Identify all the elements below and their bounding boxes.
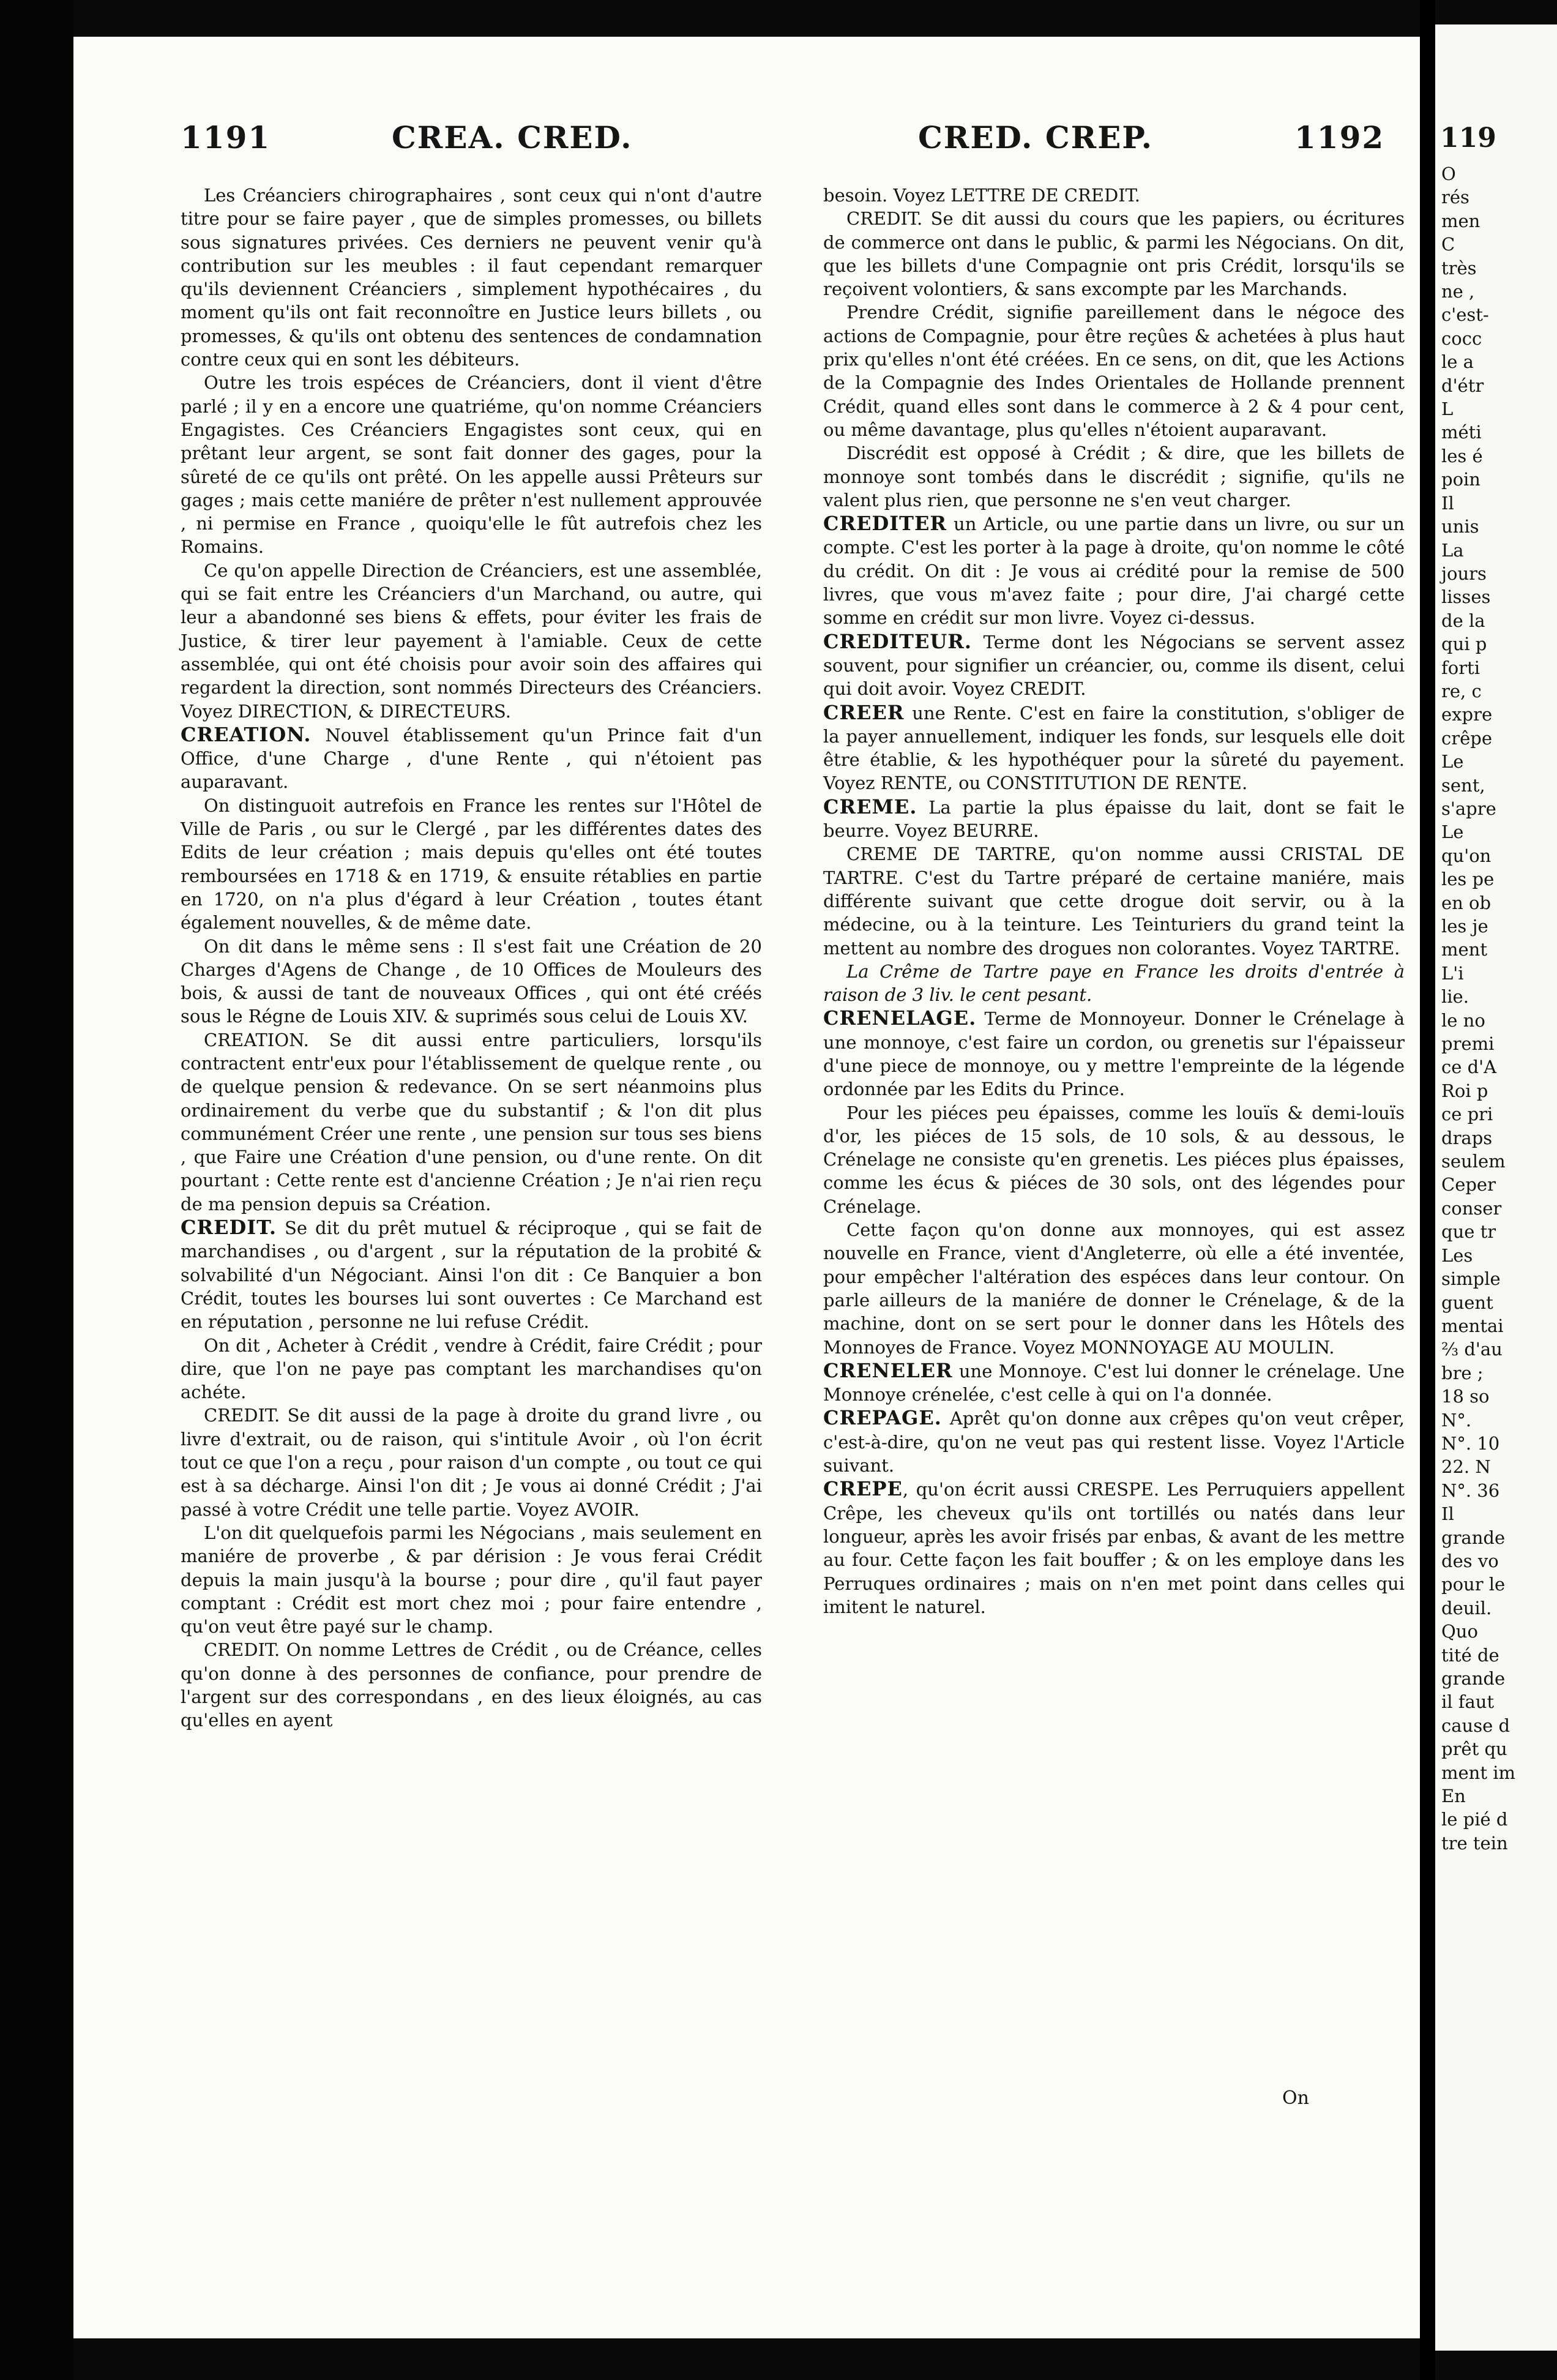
- paragraph: [181, 1334, 762, 1404]
- adjacent-page-line: il faut: [1441, 1691, 1495, 1713]
- adjacent-page-line: le pié d: [1441, 1809, 1508, 1830]
- paragraph: [823, 184, 1405, 207]
- adjacent-page-line: poin: [1441, 469, 1480, 490]
- adjacent-page-line: La: [1441, 539, 1464, 561]
- adjacent-page-line: En: [1441, 1786, 1466, 1807]
- paragraph: [823, 207, 1405, 301]
- paragraph: [823, 1006, 1405, 1101]
- paragraph: [823, 512, 1405, 629]
- entry-headword: CREPE: [823, 1477, 903, 1501]
- paragraph-text: une Rente. C'est en faire la constitution, s'obliger de la payer annuellement, indiquer les fonds, sur lesquels elle doit être établie, & les hypothéquer pour la sûreté du payement. Voyez RENTE, ou CONSTITUTION DE RENTE.: [823, 702, 1405, 794]
- adjacent-page-line: très: [1441, 257, 1477, 279]
- adjacent-page-line: jours: [1441, 563, 1487, 584]
- adjacent-page-line: N°. 36: [1441, 1480, 1500, 1501]
- paragraph: [823, 842, 1405, 959]
- entry-headword: CREATION.: [181, 722, 312, 746]
- scan-margin-left: [0, 0, 73, 2380]
- paragraph: [181, 559, 762, 723]
- paragraph: [181, 1521, 762, 1638]
- paragraph-text: Prendre Crédit, signifie pareillement dans le négoce des actions de Compagnie, pour être reçûes & achetées à plus haut prix qu'elles n'ont été créées. En ce sens, on dit, que les Actions de la Compagnie des Indes Orientales de Hollande prennent Crédit, quand elles sont dans le commerce à 2 & 4 pour cent, ou même davantage, plus qu'elles n'étoient auparavant.: [823, 302, 1405, 440]
- paragraph-text: On dit , Acheter à Crédit , vendre à Crédit, faire Crédit ; pour dire, que l'on ne paye pas comptant les marchandises qu'on achéte.: [181, 1334, 762, 1403]
- paragraph-text: une Monnoye. C'est lui donner le crénelage. Une Monnoye crénelée, c'est celle à qui on l'a donnée.: [823, 1360, 1405, 1405]
- adjacent-page-line: re, c: [1441, 680, 1482, 702]
- paragraph-text: L'on dit quelquefois parmi les Négocians , mais seulement en maniére de proverbe , & par dérision : Je vous ferai Crédit depuis la main jusqu'à la bourse ; pour dire , qu'il faut payer comptant : Crédit est mort chez moi ; pour faire entendre , qu'on veut être payé sur le champ.: [181, 1522, 762, 1637]
- adjacent-page-line: en ob: [1441, 892, 1492, 913]
- adjacent-page-line: ment: [1441, 939, 1487, 960]
- left-running-title: CREA. CRED.: [392, 119, 633, 155]
- adjacent-page-line: d'étr: [1441, 375, 1484, 396]
- adjacent-page-line: les pe: [1441, 869, 1495, 890]
- adjacent-page-line: qu'on: [1441, 845, 1492, 866]
- adjacent-page-line: men: [1441, 210, 1480, 231]
- paragraph-text: La partie la plus épaisse du lait, dont se fait le beurre. Voyez BEURRE.: [823, 796, 1405, 842]
- adjacent-page-lines: [1435, 162, 1557, 1855]
- adjacent-page-line: le no: [1441, 1009, 1485, 1031]
- adjacent-page-line: Il: [1441, 1503, 1454, 1525]
- left-text-column: [181, 184, 762, 1732]
- adjacent-page-line: L'i: [1441, 962, 1464, 984]
- adjacent-page-line: les je: [1441, 916, 1488, 937]
- paragraph-text: , qu'on écrit aussi CRESPE. Les Perruquiers appellent Crêpe, les cheveux qu'ils ont tortillés ou natés dans leur longueur, après les avoir frisés par enbas, & avant de les mettre au four. Cette façon les fait bouffer ; & on les employe dans les Perruques ordinaires ; mais on n'en met point dans celles qui imitent le naturel.: [823, 1479, 1405, 1617]
- paragraph-text: Les Créanciers chirographaires , sont ceux qui n'ont d'autre titre pour se faire payer , que de simples promesses, ou billets sous signatures privées. Ces derniers ne peuvent venir qu'à contribution sur les meubles : il faut cependant remarquer qu'ils deviennent Créanciers , simplement hypothécaires , du moment qu'ils ont fait reconnoître en Justice leurs billets , ou promesses, & qu'ils ont obtenu des sentences de condamnation contre ceux qui en sont les débiteurs.: [181, 185, 762, 370]
- adjacent-page-line: bre ;: [1441, 1362, 1484, 1383]
- adjacent-page-line: les é: [1441, 445, 1483, 466]
- paragraph: [181, 1216, 762, 1333]
- paragraph: [181, 723, 762, 794]
- adjacent-page-line: s'apre: [1441, 798, 1496, 819]
- paragraph: [823, 960, 1405, 1007]
- adjacent-page-line: méti: [1441, 422, 1482, 443]
- adjacent-page-line: prêt qu: [1441, 1738, 1507, 1760]
- right-text-column: [823, 184, 1405, 1618]
- paragraph: [181, 184, 762, 371]
- entry-headword: CREER: [823, 700, 905, 724]
- adjacent-page-line: conser: [1441, 1197, 1502, 1219]
- adjacent-page-line: mentai: [1441, 1315, 1504, 1336]
- adjacent-page-line: qui p: [1441, 634, 1487, 655]
- adjacent-page-line: draps: [1441, 1127, 1493, 1148]
- entry-headword: CREME.: [823, 795, 917, 818]
- adjacent-page-line: L: [1441, 399, 1454, 420]
- paragraph-text: CREATION. Se dit aussi entre particuliers, lorsqu'ils contractent entr'eux pour l'établissement de quelque rente , ou de quelque pension & redevance. On se sert néanmoins plus ordinairement du verbe que du substantif ; & l'on dit plus communément Créer une rente , une pension sur tous ses biens , que Faire une Création d'une pension, ou d'une rente. On dit pourtant : Cette rente est d'ancienne Création ; Je n'ai rien reçu de ma pension depuis sa Création.: [181, 1029, 762, 1214]
- adjacent-page-line: Le: [1441, 751, 1464, 773]
- entry-headword: CREDITER: [823, 512, 947, 536]
- adjacent-page-line: ne ,: [1441, 281, 1475, 302]
- paragraph-text: Terme de Monnoyeur. Donner le Crénelage à une monnoye, c'est faire un cordon, ou grenetis sur l'épaisseur d'une piece de monnoye, ou y mettre l'empreinte de la légende ordonnée par les Edits du Prince.: [823, 1008, 1405, 1100]
- paragraph: [181, 371, 762, 558]
- adjacent-page-line: ce d'A: [1441, 1057, 1497, 1078]
- paragraph: [823, 1406, 1405, 1477]
- adjacent-page-line: des vo: [1441, 1550, 1499, 1571]
- adjacent-page-line: Ceper: [1441, 1174, 1496, 1196]
- paragraph-text: Aprêt qu'on donne aux crêpes qu'on veut crêper, c'est-à-dire, qu'on ne veut pas qui restent lisse. Voyez l'Article suivant.: [823, 1408, 1405, 1476]
- adjacent-page-line: grande: [1441, 1668, 1506, 1689]
- adjacent-page-number: 119: [1440, 122, 1496, 154]
- adjacent-page-line: que tr: [1441, 1221, 1496, 1243]
- adjacent-page-line: de la: [1441, 610, 1485, 631]
- adjacent-page-line: Il: [1441, 492, 1454, 514]
- paragraph: [181, 1638, 762, 1732]
- paragraph: [181, 935, 762, 1028]
- paragraph-text: Discrédit est opposé à Crédit ; & dire, que les billets de monnoye sont tombés dans le discrédit ; signifie, qu'ils ne valent plus rien, que personne ne s'en veut charger.: [823, 443, 1405, 511]
- entry-headword: CREDITEUR.: [823, 629, 973, 653]
- adjacent-page-line: 18 so: [1441, 1386, 1490, 1407]
- adjacent-page-line: Les: [1441, 1244, 1473, 1266]
- paragraph-text: Se dit du prêt mutuel & réciproque , qui se fait de marchandises , ou d'argent , sur la réputation de la probité & solvabilité d'un Négociant. Ainsi l'on dit : Ce Banquier a bon Crédit, toutes les bourses lui sont ouvertes : Ce Marchand est en réputation , personne ne lui refuse Crédit.: [181, 1218, 762, 1333]
- adjacent-page-line: expre: [1441, 704, 1493, 725]
- adjacent-page-line: guent: [1441, 1292, 1493, 1313]
- adjacent-page-line: ment im: [1441, 1762, 1515, 1783]
- paragraph-text: Cette façon qu'on donne aux monnoyes, qui est assez nouvelle en France, vient d'Angleterre, où elle a été inventée, pour empêcher l'altération des espéces dans leur contour. On parle ailleurs de la maniére de donner le Crénelage, & de la machine, dont on se sert pour le donner dans les Hôtels des Monnoyes de France. Voyez MONNOYAGE AU MOULIN.: [823, 1219, 1405, 1358]
- adjacent-page-line: cocc: [1441, 327, 1482, 349]
- adjacent-page-line: pour le: [1441, 1574, 1506, 1595]
- adjacent-page-line: O: [1441, 163, 1456, 184]
- paragraph-text: CREDIT. Se dit aussi de la page à droite du grand livre , ou livre d'extrait, ou de raison, qui s'intitule Avoir , où l'on écrit tout ce que l'on a reçu , pour raison d'un compte , ou tout ce qui est à sa décharge. Ainsi l'on dit ; Je vous ai donné Crédit ; J'ai passé à votre Crédit une telle partie. Voyez AVOIR.: [181, 1405, 762, 1520]
- adjacent-page-line: lie.: [1441, 986, 1469, 1008]
- adjacent-page-line: forti: [1441, 657, 1480, 678]
- entry-headword: CRENELAGE.: [823, 1006, 977, 1030]
- paragraph: [823, 795, 1405, 843]
- paragraph-text: un Article, ou une partie dans un livre, ou sur un compte. C'est les porter à la page à droite, qu'on nomme le côté du crédit. On dit : Je vous ai crédité pour la remise de 500 livres, que vous m'avez faite ; pour dire, J'ai chargé cette somme en crédit sur mon livre. Voyez ci-dessus.: [823, 514, 1405, 629]
- adjacent-page-line: le a: [1441, 351, 1474, 373]
- adjacent-page-line: deuil.: [1441, 1597, 1492, 1618]
- paragraph: [823, 1218, 1405, 1359]
- paragraph-text: CREDIT. Se dit aussi du cours que les papiers, ou écritures de commerce ont dans le public, & parmi les Négocians. On dit, que les billets d'une Compagnie ont pris Crédit, lorsqu'ils se reçoivent volontiers, & sans excompte par les Marchands.: [823, 208, 1405, 300]
- adjacent-page-line: simple: [1441, 1268, 1501, 1290]
- paragraph: [181, 794, 762, 935]
- adjacent-page-line: ce pri: [1441, 1104, 1493, 1125]
- adjacent-page-line: tre tein: [1441, 1832, 1508, 1854]
- entry-headword: CREPAGE.: [823, 1406, 942, 1430]
- entry-headword: CRENELER: [823, 1358, 953, 1382]
- adjacent-page-line: lisses: [1441, 586, 1491, 608]
- adjacent-page-line: Le: [1441, 821, 1464, 843]
- adjacent-page-line: Roi p: [1441, 1080, 1488, 1101]
- paragraph-text: besoin. Voyez LETTRE DE CREDIT.: [823, 185, 1140, 206]
- adjacent-page-line: C: [1441, 234, 1455, 255]
- paragraph: [823, 630, 1405, 701]
- adjacent-page-line: c'est-: [1441, 304, 1489, 326]
- right-running-title: CRED. CREP.: [918, 119, 1154, 155]
- paragraph: [181, 1404, 762, 1521]
- page-gutter: [1420, 0, 1435, 2380]
- paragraph: [823, 441, 1405, 512]
- paragraph: [823, 701, 1405, 795]
- paragraph: [823, 1359, 1405, 1407]
- adjacent-page-line: crêpe: [1441, 727, 1492, 749]
- left-page-number: 1191: [181, 119, 271, 155]
- paragraph: [181, 1028, 762, 1216]
- paragraph-text: Nouvel établissement qu'un Prince fait d'un Office, d'une Charge , d'une Rente , qui n'étoient pas auparavant.: [181, 724, 762, 793]
- paragraph-text: CREME DE TARTRE, qu'on nomme aussi CRISTAL DE TARTRE. C'est du Tartre préparé de certaine maniére, mais différente suivant que cette drogue doit servir, ou à la médecine, ou à la teinture. Les Teinturiers du grand teint la mettent au nombre des drogues non colorantes. Voyez TARTRE.: [823, 844, 1405, 959]
- adjacent-page-line: N°. 10: [1441, 1432, 1500, 1454]
- adjacent-page-line: sent,: [1441, 774, 1485, 796]
- adjacent-page-line: Quo: [1441, 1621, 1478, 1642]
- adjacent-page-line: ⅔ d'au: [1441, 1339, 1503, 1360]
- paragraph: [823, 1477, 1405, 1618]
- paragraph-text: On distinguoit autrefois en France les rentes sur l'Hôtel de Ville de Paris , ou sur le Clergé , par les différentes dates des Edits de leur création ; mais depuis qu'elles ont été toutes remboursées en 1718 & en 1719, & ensuite rétablies en partie en 1720, on n'a plus d'égard à leur Création , toutes étant également nouvelles, & de même date.: [181, 795, 762, 934]
- adjacent-page-line: 22. N: [1441, 1456, 1491, 1478]
- catchword: On: [1282, 2087, 1309, 2109]
- paragraph-text: CREDIT. On nomme Lettres de Crédit , ou de Créance, celles qu'on donne à des personnes de confiance, pour prendre de l'argent sur des correspondans , en des lieux éloignés, au cas qu'elles en ayent: [181, 1639, 762, 1731]
- adjacent-page-line: premi: [1441, 1033, 1495, 1055]
- adjacent-page-line: cause d: [1441, 1715, 1510, 1736]
- right-page-number: 1192: [1294, 119, 1385, 155]
- paragraph: [823, 1101, 1405, 1218]
- adjacent-page-fragment: [1435, 24, 1557, 2351]
- paragraph-text: Pour les piéces peu épaisses, comme les louïs & demi-louïs d'or, les piéces de 15 sols, de 10 sols, & au dessous, le Crénelage ne consiste qu'en grenetis. Les piéces plus épaisses, comme les écus & piéces de 30 sols, ont des légendes pour Crénelage.: [823, 1102, 1405, 1217]
- adjacent-page-line: rés: [1441, 187, 1469, 208]
- adjacent-page-line: seulem: [1441, 1151, 1506, 1172]
- adjacent-page-line: unis: [1441, 516, 1479, 537]
- entry-headword: CREDIT.: [181, 1216, 277, 1240]
- paragraph: [823, 301, 1405, 441]
- paragraph-text: La Crême de Tartre paye en France les droits d'entrée à raison de 3 liv. le cent pesant.: [823, 960, 1405, 1006]
- paragraph-text: On dit dans le même sens : Il s'est fait une Création de 20 Charges d'Agens de Change , de 10 Offices de Mouleurs des bois, & aussi de tant de nouveaux Offices , qui ont été créés sous le Régne de Louis XIV. & suprimés sous celui de Louis XV.: [181, 935, 762, 1027]
- adjacent-page-line: tité de: [1441, 1644, 1499, 1666]
- paragraph-text: Outre les trois espéces de Créanciers, dont il vient d'être parlé ; il y en a encore une quatriéme, qu'on nomme Créanciers Engagistes. Ces Créanciers Engagistes sont ceux, qui en prêtant leur argent, se sont fait donner des gages, pour la sûreté de ce qu'ils ont prêté. On les appelle aussi Prêteurs sur gages ; mais cette maniére de prêter n'est nullement approuvée , ni permise en France , quoiqu'elle le fût autrefois chez les Romains.: [181, 372, 762, 558]
- paragraph-text: Ce qu'on appelle Direction de Créanciers, est une assemblée, qui se fait entre les Créanciers d'un Marchand, ou autre, qui leur a abandonné ses biens & effets, pour éviter les frais de Justice, & tirer leur payement à l'amiable. Ceux de cette assemblée, qui ont été choisis pour avoir soin des affaires qui regardent la direction, sont nommés Directeurs des Créanciers. Voyez DIRECTION, & DIRECTEURS.: [181, 559, 762, 722]
- adjacent-page-line: N°.: [1441, 1409, 1472, 1431]
- adjacent-page-line: grande: [1441, 1527, 1506, 1548]
- paragraph-text: Terme dont les Négocians se servent assez souvent, pour signifier un créancier, ou, comme ils disent, celui qui doit avoir. Voyez CREDIT.: [823, 631, 1405, 700]
